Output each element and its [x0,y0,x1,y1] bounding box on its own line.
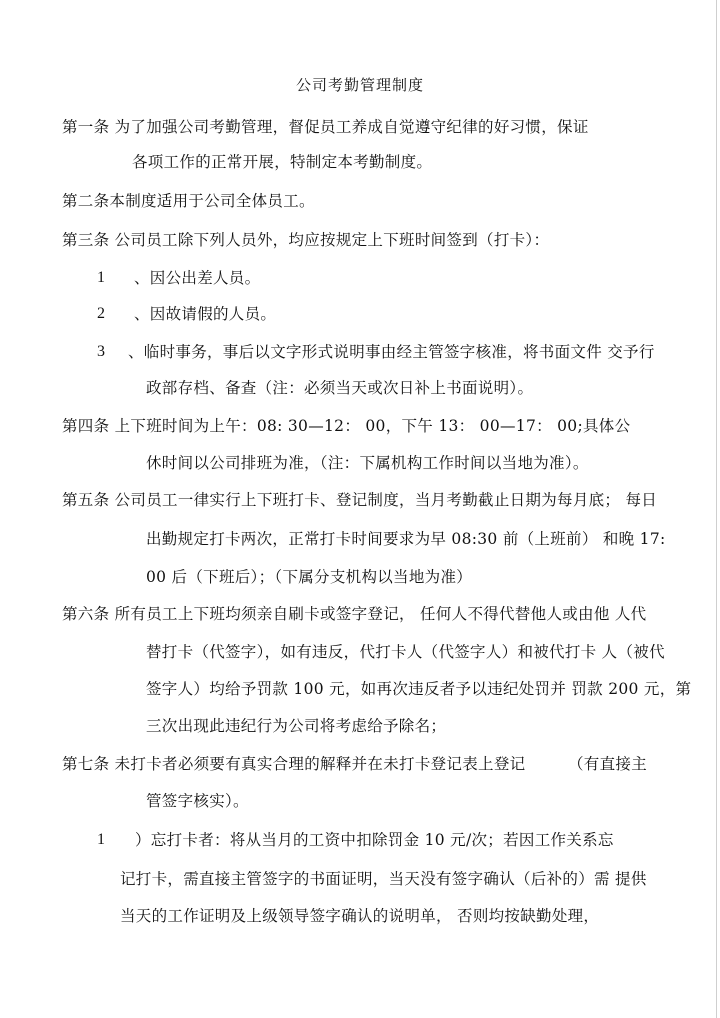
article-5-line-3: 00 后（下班后）；（下属分支机构以当地为准） [146,568,473,586]
article-6-line-3: 签字人）均给予罚款 100 元，如再次违反者予以违纪处罚并 罚款 200 元，第 [146,680,692,698]
article-7-line-2: 管签字核实）。 [146,792,249,810]
article-4-line-1: 第四条 上下班时间为上午：08: 30—12： 00，下午 13： 00—17： 00;具体公 [62,417,631,435]
article-1-line-1: 第一条 为了加强公司考勤管理，督促员工养成自觉遵守纪律的好习惯，保证 [62,118,589,136]
article-6-line-1: 第六条 所有员工上下班均须亲自刷卡或签字登记， 任何人不得代替他人或由他 人代 [62,605,647,623]
article-1-line-2: 各项工作的正常开展，特制定本考勤制度。 [132,153,433,171]
article-3-item-2: 、因故请假的人员。 [134,305,277,323]
article-5-line-1: 第五条 公司员工一律实行上下班打卡、登记制度，当月考勤截止日期为每月底； 每日 [62,491,658,509]
list-number-1: 1 [97,269,106,286]
list-number-3: 3 [97,343,106,360]
article-7-item-1-line-1: ）忘打卡者：将从当月的工资中扣除罚金 10 元/次；若因工作关系忘 [135,831,614,849]
article-6-line-4: 三次出现此违纪行为公司将考虑给予除名； [146,717,447,735]
list-number-4: 1 [97,831,106,848]
article-3-item-3-line-1: 、临时事务，事后以文字形式说明事由经主管签字核准，将书面文件 交予行 [128,343,655,361]
article-5-line-2: 出勤规定打卡两次，正常打卡时间要求为早 08:30 前（上班前） 和晚 17: [146,530,666,548]
article-3-item-3-line-2: 政部存档、备查（注：必须当天或次日补上书面说明）。 [146,379,534,397]
article-3-item-1: 、因公出差人员。 [134,269,261,287]
page-edge-divider [716,0,717,1018]
article-7-item-1-line-2: 记打卡，需直接主管签字的书面证明，当天没有签字确认（后补的）需 提供 [120,870,647,888]
article-4-line-2: 休时间以公司排班为准，（注：下属机构工作时间以当地为准）。 [146,454,589,472]
list-number-2: 2 [97,305,106,322]
article-7-item-1-line-3: 当天的工作证明及上级领导签字确认的说明单， 否则均按缺勤处理， [120,907,600,925]
article-6-line-2: 替打卡（代签字），如有违反，代打卡人（代签字人）和被代打卡 人（被代 [146,643,665,661]
page-title: 公司考勤管理制度 [296,76,425,94]
article-2-line-1: 第二条本制度适用于公司全体员工。 [62,192,315,210]
article-3-line-1: 第三条 公司员工除下列人员外，均应按规定上下班时间签到（打卡）： [62,231,550,249]
article-7-line-1-tail: （有直接主 [568,755,648,773]
article-7-line-1: 第七条 未打卡者必须要有真实合理的解释并在未打卡登记表上登记 [62,755,526,773]
